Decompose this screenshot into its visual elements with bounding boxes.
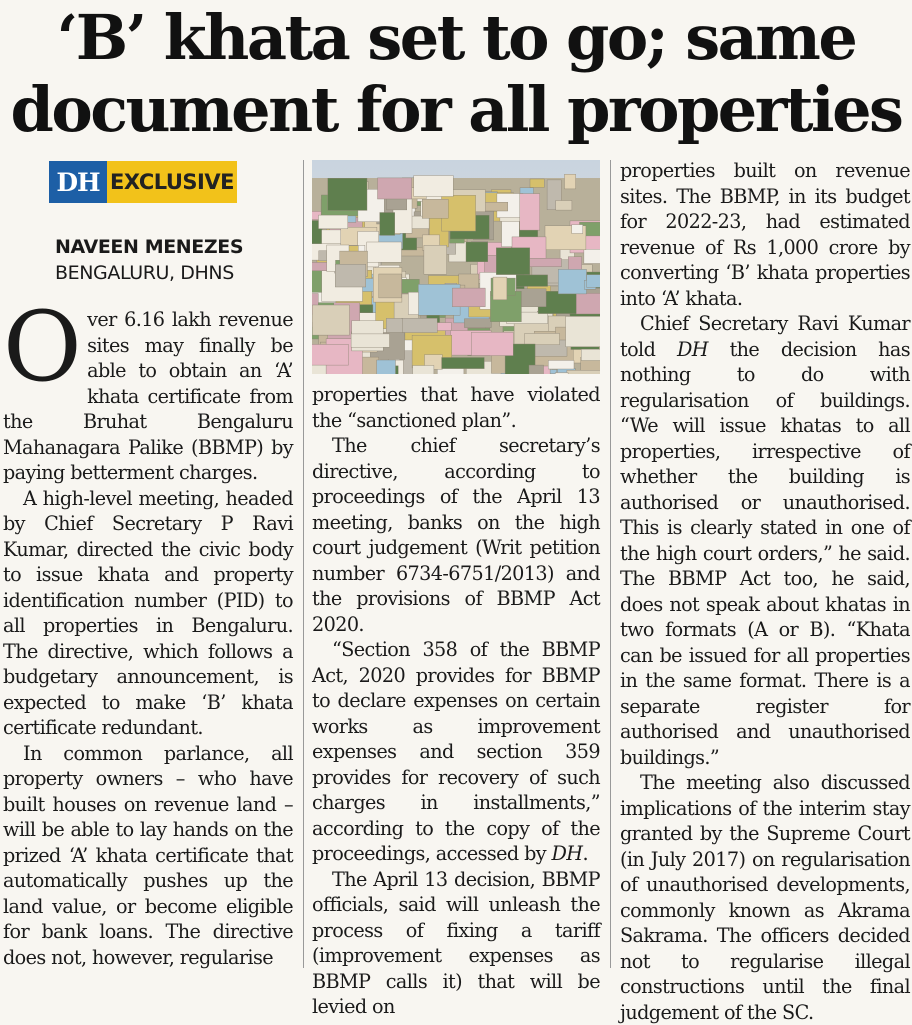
headline bbox=[0, 2, 912, 146]
building-block bbox=[378, 178, 412, 199]
building-block bbox=[351, 334, 389, 347]
building-block bbox=[565, 174, 576, 189]
building-block bbox=[379, 274, 402, 298]
headline-line-2: document for all properties bbox=[0, 74, 912, 146]
building-block bbox=[312, 305, 349, 335]
article-column-2 bbox=[312, 382, 600, 1020]
building-block bbox=[525, 333, 560, 344]
building-block bbox=[587, 275, 600, 288]
building-block bbox=[422, 199, 448, 218]
building-block bbox=[377, 360, 396, 374]
article-column-3 bbox=[620, 158, 910, 1025]
building-block bbox=[442, 358, 485, 369]
city-photo-graphic bbox=[312, 160, 600, 374]
building-block bbox=[319, 215, 348, 229]
building-block bbox=[558, 269, 586, 294]
building-block bbox=[466, 242, 488, 262]
building-block bbox=[576, 293, 600, 314]
paragraph-1: Over 6.16 lakh revenue sites may finally be able to obtain an ‘A’ khata certificate from the Bruhat Bengaluru Mahanagara Palike (BBMP) by paying betterment charges. bbox=[3, 307, 293, 486]
paragraph-9: Chief Secretary Ravi Kumar told DH the decision has nothing to do with regularisation of buildings. “We will issue khatas to all properties, irrespective of whether the building is authorised or unauthorised. This is clearly stated in one of the high court orders,” he said. The BBMP Act too, he said, does not speak about khatas in two formats (A or B). “Khata can be issued for all properties in the same format. There is a separate register for authorised and unauthorised buildings.” bbox=[620, 311, 910, 770]
author-name: NAVEEN MENEZES bbox=[55, 234, 243, 260]
building-block bbox=[312, 344, 348, 365]
building-block bbox=[520, 194, 540, 231]
building-block bbox=[548, 360, 574, 369]
building-block bbox=[413, 366, 434, 375]
headline-line-1: ‘B’ khata set to go; same bbox=[0, 2, 912, 74]
paragraph-7: The April 13 decision, BBMP officials, said will unleash the process of fixing a tariff (improvement expenses as BBMP calls it) that will be levied on bbox=[312, 867, 600, 1020]
building-block bbox=[335, 264, 365, 287]
city-skyline-photo bbox=[312, 160, 600, 374]
dateline: BENGALURU, DHNS bbox=[55, 260, 243, 286]
exclusive-label: EXCLUSIVE bbox=[107, 161, 237, 203]
building-block bbox=[514, 275, 548, 287]
paragraph-3: In common parlance, all property owners – who have built houses on revenue land – will be able to lay hands on the prized ‘A’ khata certificate that automatically pushes up the land value, or become eligible for bank loans. The directive does not, however, regularise bbox=[3, 741, 293, 971]
building-block bbox=[414, 176, 453, 197]
paragraph-10: The meeting also discussed implications of the interim stay granted by the Supreme Court (in July 2017) on regularisation of unauthorised developments, commonly known as Akrama Sakrama. The officers decided not to regularise illegal constructions until the final judgement of the SC. bbox=[620, 770, 910, 1025]
paragraph-6: “Section 358 of the BBMP Act, 2020 provides for BBMP to declare expenses on certain works as improvement expenses and section 359 provides for recovery of such charges in installments,” according to the copy of the proceedings, accessed by DH. bbox=[312, 637, 600, 867]
dh-italic: DH bbox=[677, 338, 708, 361]
building-block bbox=[464, 319, 491, 328]
building-block bbox=[328, 178, 367, 210]
building-block bbox=[452, 288, 485, 307]
paragraph-8: properties built on revenue sites. The BBMP, in its budget for 2022-23, had estimated revenue of Rs 1,000 crore by converting ‘B’ khata properties into ‘A’ khata. bbox=[620, 158, 910, 311]
building-block bbox=[496, 248, 529, 275]
column-divider bbox=[610, 160, 611, 968]
building-block bbox=[380, 213, 395, 236]
building-block bbox=[555, 373, 568, 374]
building-block bbox=[401, 318, 437, 332]
building-block bbox=[572, 225, 583, 234]
paragraph-2: A high-level meeting, headed by Chief Secretary P Ravi Kumar, directed the civic body to issue khata and property identification number (PID) to all properties in Bengaluru. The directive, which follows a budgetary announcement, is expected to make ‘B’ khata certificate redundant. bbox=[3, 486, 293, 741]
building-block bbox=[567, 370, 600, 374]
article-column-1 bbox=[3, 307, 293, 970]
dh-exclusive-badge bbox=[49, 161, 237, 203]
building-block bbox=[556, 201, 572, 211]
building-block bbox=[530, 179, 544, 188]
drop-cap: O bbox=[3, 309, 81, 385]
building-block bbox=[566, 316, 600, 346]
paragraph-4: properties that have violated the “sanctioned plan”. bbox=[312, 382, 600, 433]
building-block bbox=[493, 277, 507, 300]
dh-italic: DH bbox=[552, 842, 583, 865]
building-block bbox=[367, 242, 402, 262]
column-divider bbox=[303, 160, 304, 968]
paragraph-5: The chief secretary’s directive, according to proceedings of the April 13 meeting, banks on the high court judgement (Writ petition number 6734-6751/2013) and the provisions of BBMP Act 2020. bbox=[312, 433, 600, 637]
building-block bbox=[524, 258, 561, 267]
building-block bbox=[424, 245, 447, 274]
dh-logo: DH bbox=[49, 161, 107, 203]
building-block bbox=[471, 332, 513, 355]
byline bbox=[55, 234, 243, 286]
building-block bbox=[581, 349, 600, 360]
building-block bbox=[529, 365, 544, 374]
building-block bbox=[408, 292, 418, 314]
building-block bbox=[584, 249, 600, 263]
